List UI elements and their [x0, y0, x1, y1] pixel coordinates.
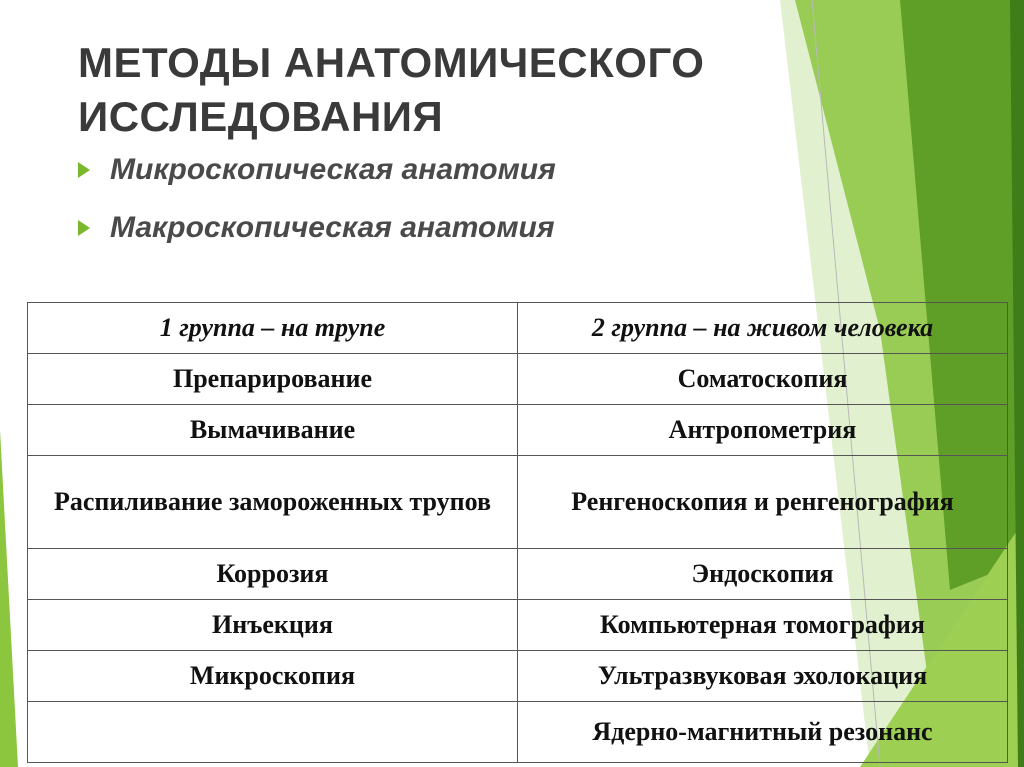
methods-table — [27, 302, 1008, 763]
table-cell: Эндоскопия — [518, 549, 1008, 600]
table-row — [28, 702, 1008, 763]
table-cell: Ядерно-магнитный резонанс — [518, 702, 1008, 763]
table-row — [28, 549, 1008, 600]
table-cell: Ренгеноскопия и ренгенография — [518, 456, 1008, 549]
table-row — [28, 600, 1008, 651]
table-cell: Препарирование — [28, 354, 518, 405]
table-row — [28, 651, 1008, 702]
table-cell: Микроскопия — [28, 651, 518, 702]
table-cell: Распиливание замороженных трупов — [28, 456, 518, 549]
table-cell: Компьютерная томография — [518, 600, 1008, 651]
table-header-row — [28, 303, 1008, 354]
table-row — [28, 405, 1008, 456]
header-group-2: 2 группа – на живом человека — [518, 303, 1008, 354]
bullet-item — [78, 208, 556, 248]
table-row — [28, 456, 1008, 549]
table-cell: Ультразвуковая эхолокация — [518, 651, 1008, 702]
left-green-sliver — [0, 430, 18, 767]
triangle-bullet-icon — [78, 162, 90, 178]
table-row — [28, 354, 1008, 405]
triangle-bullet-icon — [78, 220, 90, 236]
table-cell — [28, 702, 518, 763]
table-cell: Антропометрия — [518, 405, 1008, 456]
slide-title-line1: МЕТОДЫ АНАТОМИЧЕСКОГО — [78, 39, 705, 86]
table-cell: Инъекция — [28, 600, 518, 651]
bullet-item — [78, 150, 556, 190]
table-cell: Вымачивание — [28, 405, 518, 456]
slide-title — [78, 36, 798, 144]
slide-title-line2: ИССЛЕДОВАНИЯ — [78, 93, 444, 140]
bullet-list — [78, 150, 556, 266]
table-cell: Коррозия — [28, 549, 518, 600]
bullet-text: Микроскопическая анатомия — [110, 153, 556, 186]
bullet-text: Макроскопическая анатомия — [110, 211, 555, 244]
table-cell: Соматоскопия — [518, 354, 1008, 405]
header-group-1: 1 группа – на трупе — [28, 303, 518, 354]
